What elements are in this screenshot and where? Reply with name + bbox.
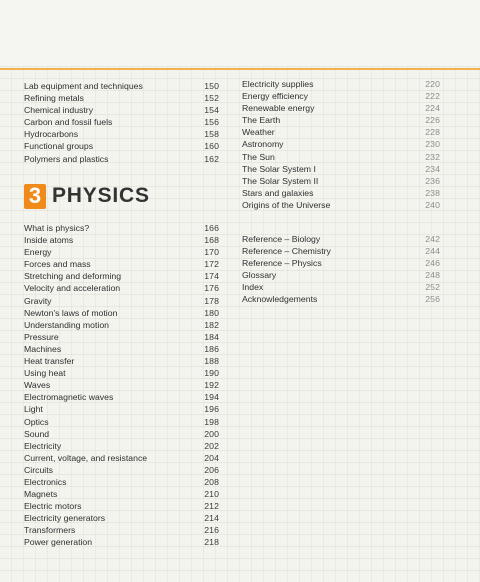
contents-title: Stretching and deforming (24, 271, 122, 282)
contents-title: Circuits (24, 464, 53, 475)
contents-row[interactable] (242, 187, 440, 199)
contents-title: Weather (242, 127, 275, 138)
contents-page-number: 206 (204, 464, 219, 475)
contents-page-number: 192 (204, 380, 219, 391)
contents-title: Functional groups (24, 141, 94, 152)
contents-row[interactable] (24, 379, 219, 391)
contents-page-number: 216 (204, 525, 219, 536)
contents-page-number: 204 (204, 452, 219, 463)
contents-row[interactable] (24, 464, 219, 476)
contents-title: Carbon and fossil fuels (24, 117, 113, 128)
contents-title: Renewable energy (242, 103, 315, 114)
contents-title: Hydrocarbons (24, 129, 79, 140)
contents-row[interactable] (242, 114, 440, 126)
contents-title: Sound (24, 428, 50, 439)
contents-title: Electricity generators (24, 513, 106, 524)
contents-row[interactable] (24, 403, 219, 415)
contents-page-number: 180 (204, 307, 219, 318)
contents-page-number: 182 (204, 319, 219, 330)
contents-page-number: 236 (425, 175, 440, 186)
contents-row[interactable] (242, 78, 440, 90)
contents-row[interactable] (242, 293, 440, 305)
contents-row[interactable] (24, 524, 219, 536)
contents-title: Reference – Chemistry (242, 246, 331, 257)
contents-row[interactable] (24, 343, 219, 355)
contents-row[interactable] (24, 246, 219, 258)
contents-title: Waves (24, 380, 51, 391)
contents-title: Refining metals (24, 93, 84, 104)
contents-page-number: 240 (425, 199, 440, 210)
contents-page-number: 188 (204, 356, 219, 367)
contents-page-number: 232 (425, 151, 440, 162)
left-top-contents-list (24, 80, 219, 165)
contents-title: Transformers (24, 525, 76, 536)
contents-row[interactable] (24, 295, 219, 307)
contents-row[interactable] (242, 138, 440, 150)
contents-row[interactable] (24, 331, 219, 343)
contents-title: Electricity (24, 440, 62, 451)
contents-row[interactable] (242, 257, 440, 269)
contents-page-number: 242 (425, 234, 440, 244)
physics-section-heading (24, 182, 164, 210)
contents-title: Machines (24, 343, 62, 354)
contents-title: Heat transfer (24, 356, 75, 367)
contents-title: Newton's laws of motion (24, 307, 118, 318)
contents-row[interactable] (24, 307, 219, 319)
contents-page-number: 194 (204, 392, 219, 403)
contents-page-number: 176 (204, 283, 219, 294)
contents-title: Velocity and acceleration (24, 283, 121, 294)
contents-page-number: 162 (204, 153, 219, 164)
contents-title: Electromagnetic waves (24, 392, 114, 403)
contents-page-number: 196 (204, 404, 219, 415)
contents-title: Power generation (24, 537, 93, 548)
contents-page-number: 158 (204, 129, 219, 140)
contents-page-number: 178 (204, 295, 219, 306)
contents-page-number: 156 (204, 117, 219, 128)
contents-title: Understanding motion (24, 319, 109, 330)
contents-page-number: 212 (204, 501, 219, 512)
contents-row[interactable] (24, 391, 219, 403)
contents-title: Chemical industry (24, 105, 94, 116)
contents-title: Pressure (24, 331, 59, 342)
contents-page-number: 208 (204, 476, 219, 487)
contents-row[interactable] (242, 269, 440, 281)
contents-page-number: 222 (425, 91, 440, 102)
contents-row[interactable] (24, 270, 219, 282)
contents-page-number: 150 (204, 81, 219, 91)
contents-page-number: 174 (204, 271, 219, 282)
contents-row[interactable] (24, 428, 219, 440)
contents-title: Origins of the Universe (242, 199, 331, 210)
contents-title: Astronomy (242, 139, 284, 150)
chapter-number-badge: 3 (24, 184, 46, 209)
contents-page-number: 166 (204, 223, 219, 233)
contents-row[interactable] (24, 319, 219, 331)
contents-page-number: 238 (425, 187, 440, 198)
contents-row[interactable] (24, 500, 219, 512)
contents-row[interactable] (242, 163, 440, 175)
contents-title: Electronics (24, 476, 67, 487)
contents-row[interactable] (242, 233, 440, 245)
contents-page-number: 224 (425, 103, 440, 114)
contents-row[interactable] (24, 452, 219, 464)
contents-row[interactable] (242, 245, 440, 257)
contents-page-number: 248 (425, 270, 440, 281)
contents-page-number: 190 (204, 368, 219, 379)
contents-page-number: 168 (204, 235, 219, 246)
contents-title: The Solar System II (242, 175, 319, 186)
contents-page-number: 154 (204, 105, 219, 116)
contents-page-number: 252 (425, 282, 440, 293)
contents-row[interactable] (24, 488, 219, 500)
contents-row[interactable] (24, 476, 219, 488)
contents-page-number: 246 (425, 258, 440, 269)
contents-row[interactable] (24, 440, 219, 452)
contents-title: Electric motors (24, 501, 82, 512)
contents-row[interactable] (24, 104, 219, 116)
orange-divider-rule (0, 68, 480, 70)
contents-row[interactable] (24, 536, 219, 548)
contents-title: Light (24, 404, 43, 415)
contents-title: What is physics? (24, 223, 90, 233)
contents-title: Reference – Biology (242, 234, 321, 244)
contents-row[interactable] (24, 512, 219, 524)
contents-title: The Earth (242, 115, 281, 126)
contents-title: Forces and mass (24, 259, 91, 270)
contents-row[interactable] (242, 175, 440, 187)
contents-title: Energy (24, 247, 52, 258)
contents-title: Inside atoms (24, 235, 74, 246)
contents-row[interactable] (24, 282, 219, 294)
contents-title: The Solar System I (242, 163, 316, 174)
contents-page-number: 214 (204, 513, 219, 524)
contents-page-number: 226 (425, 115, 440, 126)
contents-row[interactable] (24, 355, 219, 367)
section-title: PHYSICS (52, 184, 150, 207)
contents-title: Optics (24, 416, 49, 427)
contents-row[interactable] (242, 102, 440, 114)
contents-title: Electricity supplies (242, 79, 314, 89)
contents-row[interactable] (24, 153, 219, 165)
contents-title: Glossary (242, 270, 277, 281)
contents-row[interactable] (24, 258, 219, 270)
contents-title: Acknowledgements (242, 294, 318, 305)
contents-title: Stars and galaxies (242, 187, 314, 198)
contents-title: Index (242, 282, 264, 293)
contents-page-number: 200 (204, 428, 219, 439)
contents-row[interactable] (24, 367, 219, 379)
contents-page-number: 218 (204, 537, 219, 548)
contents-row[interactable] (24, 234, 219, 246)
contents-page-number: 228 (425, 127, 440, 138)
contents-page-number: 184 (204, 331, 219, 342)
contents-title: Lab equipment and techniques (24, 81, 143, 91)
contents-row[interactable] (24, 222, 219, 234)
contents-title: Using heat (24, 368, 66, 379)
right-top-contents-list (242, 78, 440, 211)
contents-row[interactable] (242, 126, 440, 138)
contents-row[interactable] (24, 116, 219, 128)
contents-row[interactable] (242, 151, 440, 163)
contents-title: Gravity (24, 295, 52, 306)
contents-page-number: 198 (204, 416, 219, 427)
contents-row[interactable] (24, 80, 219, 92)
contents-page-number: 234 (425, 163, 440, 174)
contents-row[interactable] (24, 140, 219, 152)
contents-page-number: 256 (425, 294, 440, 305)
contents-page-number: 202 (204, 440, 219, 451)
contents-row[interactable] (24, 128, 219, 140)
contents-title: Polymers and plastics (24, 153, 109, 164)
reference-contents-list (242, 233, 440, 306)
contents-page-number: 220 (425, 79, 440, 89)
contents-title: Energy efficiency (242, 91, 308, 102)
contents-page-number: 210 (204, 489, 219, 500)
top-blank-area (0, 0, 480, 66)
contents-page-number: 230 (425, 139, 440, 150)
contents-page-number: 186 (204, 343, 219, 354)
contents-page-number: 170 (204, 247, 219, 258)
physics-contents-list (24, 222, 219, 549)
contents-page-number: 152 (204, 93, 219, 104)
contents-title: Reference – Physics (242, 258, 322, 269)
contents-title: Magnets (24, 489, 58, 500)
contents-page-number: 244 (425, 246, 440, 257)
contents-title: The Sun (242, 151, 275, 162)
contents-row[interactable] (24, 416, 219, 428)
contents-row[interactable] (242, 90, 440, 102)
contents-title: Current, voltage, and resistance (24, 452, 148, 463)
contents-row[interactable] (24, 92, 219, 104)
contents-row[interactable] (242, 281, 440, 293)
contents-page-number: 172 (204, 259, 219, 270)
contents-row[interactable] (242, 199, 440, 211)
contents-page-number: 160 (204, 141, 219, 152)
